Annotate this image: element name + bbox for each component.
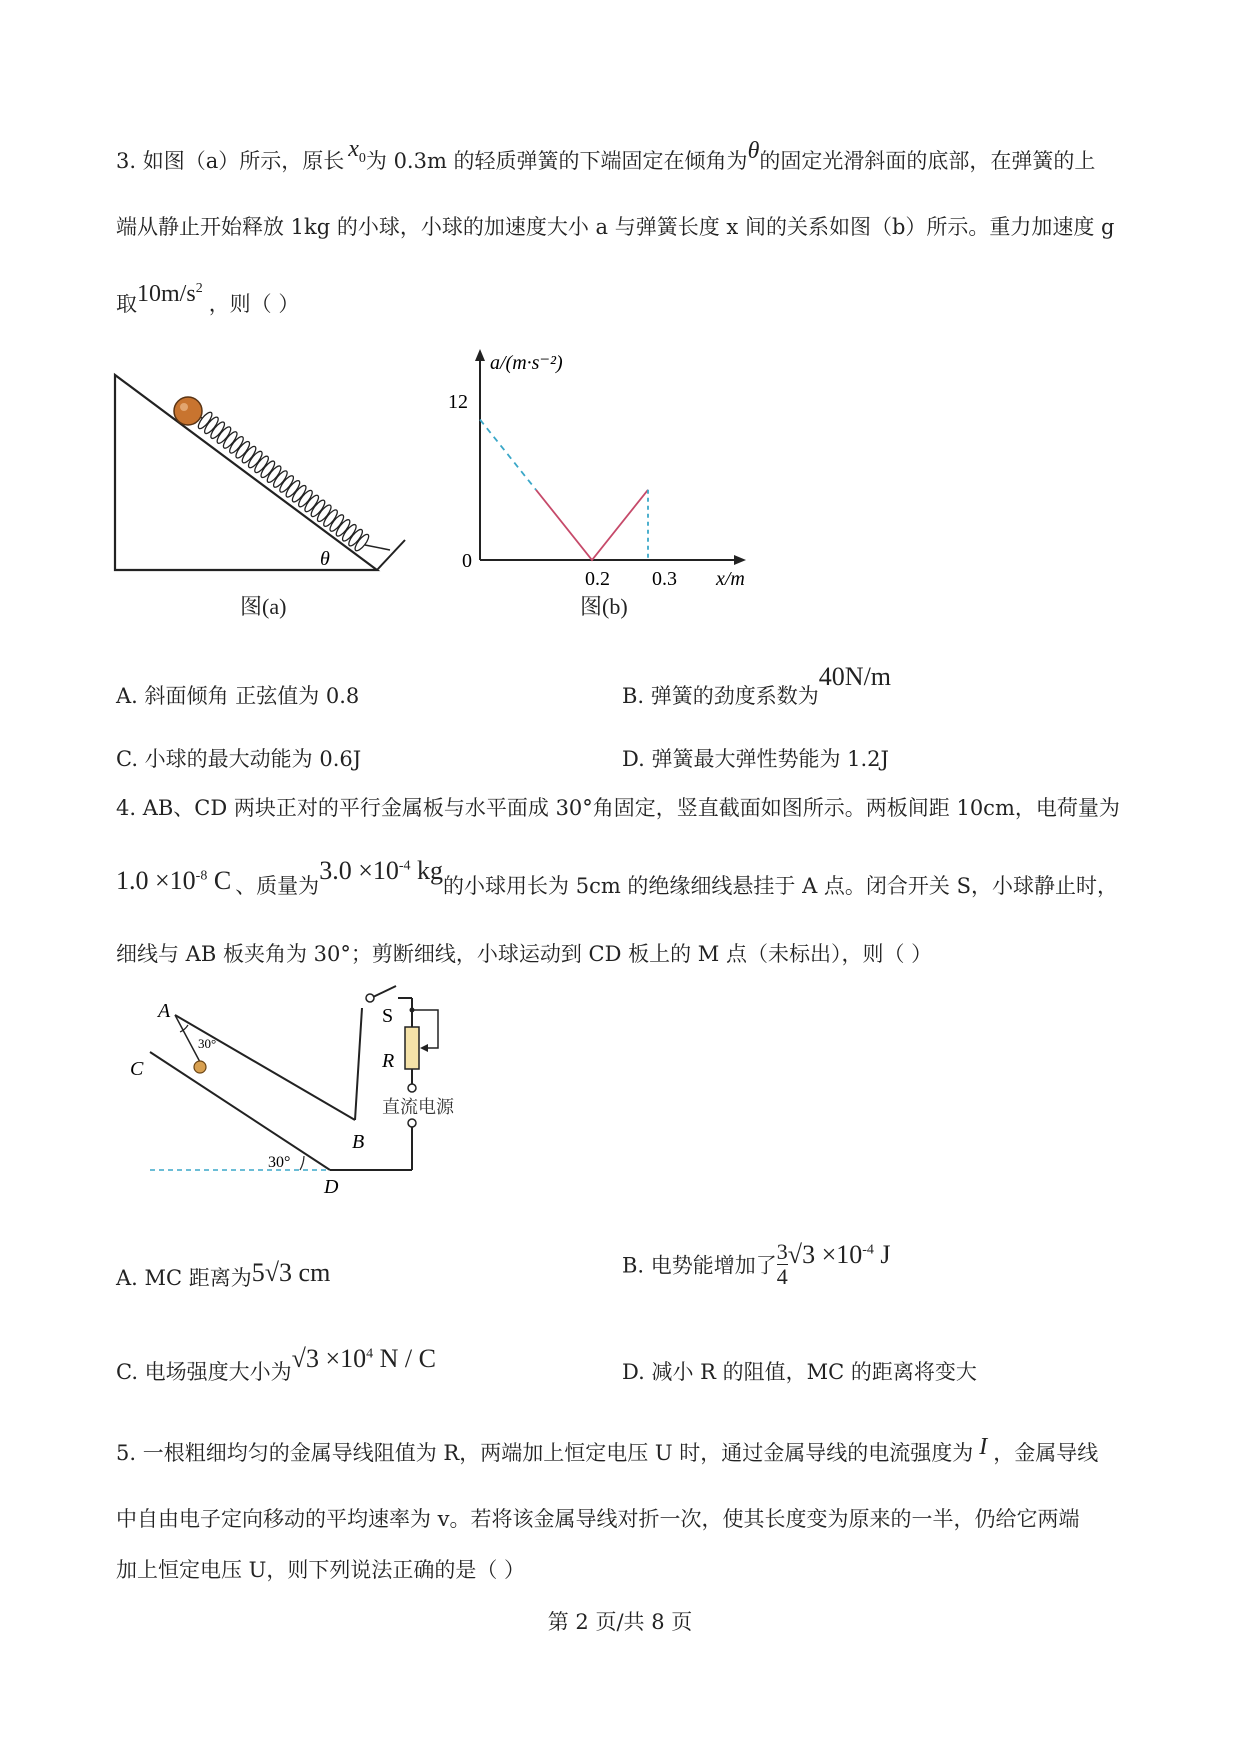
- q5-line-3: 加上恒定电压 U，则下列说法正确的是（ ）: [116, 1558, 526, 1582]
- q4-line-3: 细线与 AB 板夹角为 30°；剪断细线，小球运动到 CD 板上的 M 点（未标出），则（ ）: [116, 942, 933, 966]
- x-axis-label: x/m: [716, 568, 745, 590]
- figure-a-incline: [110, 370, 420, 580]
- x-tick-0-2: 0.2: [585, 568, 610, 590]
- label-s: S: [382, 1005, 394, 1027]
- q3-option-c: C. 小球的最大动能为 0.6J: [116, 747, 362, 771]
- fig-a-theta: θ: [320, 548, 330, 570]
- charge-value: $1.0 \times 10^{-8}$ C: [116, 866, 232, 895]
- mass-value: $3.0 \times 10^{-4}$ kg: [319, 856, 444, 885]
- label-d: D: [324, 1176, 339, 1198]
- figure-b-chart: [440, 345, 770, 595]
- q3-option-a: A. 斜面倾角 正弦值为 0.8: [116, 684, 360, 708]
- resistor: [405, 1027, 419, 1069]
- label-r: R: [382, 1050, 395, 1072]
- x-tick-0-3: 0.3: [652, 568, 677, 590]
- dc-source-label: 直流电源: [382, 1097, 454, 1117]
- q5-line-1: 5. 一根粗细均匀的金属导线阻值为 R，两端加上恒定电压 U 时，通过金属导线的电流强度为 I ，金属导线: [116, 1434, 1099, 1465]
- label-c: C: [130, 1058, 144, 1080]
- small-ball: [194, 1061, 206, 1073]
- q4-option-d: D. 减小 R 的阻值，MC 的距离将变大: [622, 1360, 977, 1384]
- spring-coil: [194, 410, 371, 552]
- q3-option-b: B. 弹簧的劲度系数为40N/m: [622, 662, 892, 708]
- ball: [174, 397, 202, 425]
- q3-line-2: 端从静止开始释放 1kg 的小球，小球的加速度大小 a 与弹簧长度 x 间的关系如图（b）所示。重力加速度 g: [116, 215, 1115, 239]
- origin-label: 0: [462, 550, 472, 572]
- label-a: A: [158, 1000, 171, 1022]
- q4-option-c: C. 电场强度大小为$√3 \times 10^4$ N / C: [116, 1344, 436, 1384]
- g-value: $10m/s^2$: [137, 281, 203, 307]
- q4-line-2: $1.0 \times 10^{-8}$ C 、质量为$3.0 \times 10^{-4}$ kg的小球用长为 5cm 的绝缘细线悬挂于 A 点。闭合开关 S，小球静止时，: [116, 856, 1118, 898]
- q5-line-2: 中自由电子定向移动的平均速率为 v。若将该金属导线对折一次，使其长度变为原来的一半，仍给它两端: [116, 1507, 1080, 1531]
- q3-option-d: D. 弹簧最大弹性势能为 1.2J: [622, 747, 889, 771]
- fig-a-caption: 图(a): [240, 594, 287, 619]
- label-b: B: [352, 1131, 365, 1153]
- y-tick-12: 12: [448, 391, 468, 413]
- y-axis-label: a/(m·s⁻²): [490, 352, 563, 374]
- fig-b-caption: 图(b): [580, 594, 628, 619]
- q3-line-1: 3. 如图（a）所示，原长 $x_0$为 0.3m 的轻质弹簧的下端固定在倾角为θ的固定光滑斜面的底部，在弹簧的上: [116, 136, 1096, 173]
- q3-line-3: 取$10m/s^2$，则（ ）: [116, 281, 300, 316]
- q4-line-1: 4. AB、CD 两块正对的平行金属板与水平面成 30°角固定，竖直截面如图所示。两板间距 10cm，电荷量为: [116, 796, 1120, 820]
- angle-d-label: 30°: [268, 1154, 291, 1171]
- series-initial-dashed: [480, 420, 536, 490]
- q4-option-a: A. MC 距离为5√3 cm: [116, 1258, 331, 1290]
- angle-a-label: 30°: [198, 1036, 217, 1051]
- theta-symbol: θ: [747, 138, 760, 164]
- figure-q4-plates: [120, 980, 490, 1205]
- q4-option-b: B. 电势能增加了 $\frac{3}{4}$ $√3 \times 10^{-4}$ J: [622, 1239, 891, 1290]
- series-solid-v: [536, 490, 648, 560]
- x0-symbol: $x_0$: [348, 136, 366, 166]
- page-footer: 第 2 页/共 8 页: [547, 1610, 693, 1634]
- fraction-3-4: $\frac{3}{4}$: [776, 1239, 788, 1290]
